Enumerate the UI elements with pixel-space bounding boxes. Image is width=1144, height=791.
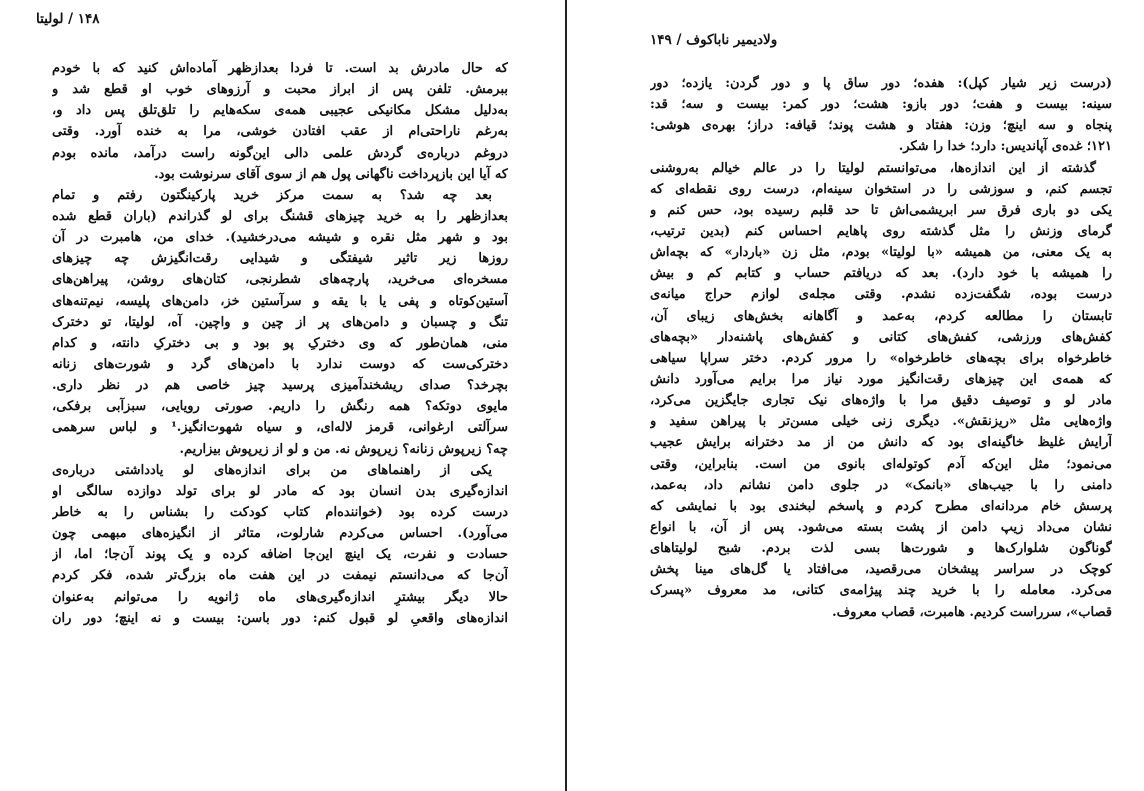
text-line: به یک معنی، من همیشه «با لولیتا» بودم، مثل زن «باردار» که بچه‌اش (650, 245, 1112, 261)
text-line: ببرمش. تلفن پس از ابراز محبت و آرزوهای خوب او قطع شد و (52, 82, 508, 98)
text-line: دروغم درباره‌ی گردش علمی دالی این‌گونه راست درآمد، مانده بودم (52, 145, 508, 161)
text-line: یکی دو باری فرق سر ابریشمی‌اش تا حد قلبم رسیده بود، حس کنم و (650, 202, 1112, 218)
text-line: که آیا این بازپرداخت ناگهانی پول هم از سوی آقای سرنوشت بود. (154, 166, 508, 182)
text-line: چه؟ زیرپوش زنانه؟ زیرپوش نه. من و لو از زیرپوش بیزاریم. (179, 441, 508, 457)
text-line: نشان می‌داد زیپ دامن از پشت بسته می‌شود. پس از آن، با انواع (650, 519, 1112, 535)
text-line: کفش‌های ورزشی، کفش‌های کتانی و کفش‌های پاشنه‌دار «بچه‌های (650, 329, 1112, 345)
text-line: قصاب»، سرراست کردیم. هامبرت، قصاب معروف. (832, 604, 1112, 620)
text-line: درست کرده بود (خواننده‌ام کتاب کودکت را بشناس را به خاطر (52, 504, 508, 520)
text-line: حسادت و نفرت، یک اینچ این‌جا اضافه کرده و یک پوند آن‌جا؛ اما، از (52, 547, 508, 563)
text-line: ۱۲۱؛ غده‌ی آپاندیس: دارد؛ خدا را شکر. (898, 139, 1112, 155)
text-line: به‌رغم ناراحتی‌ام از عقب افتادن خوشی، مرا به خنده آورد. وقتی (52, 124, 508, 140)
text-line: می‌کرد. معامله را با خرید چند پیژامه‌ی کتانی، مد معروف «پسرک (650, 583, 1112, 599)
text-line: دامنی را با جیب‌های «بانمک» در جلوی دامن نشانم داد، به‌عمد، (650, 477, 1112, 493)
text-line: خاطرخواه برای بچه‌های خاطرخواه» را مرور کردم. دختر سراپا سیاهی (650, 350, 1112, 366)
text-line: گوناگون شلوارک‌ها و شورت‌ها بسی لذت بردم. شبح لولیتاهای (650, 541, 1112, 557)
text-line: بچرخد؟ صدای ریشخندآمیزی پرسید چیز خاصی هم در نظر داری. (52, 378, 508, 394)
left-page-header: ۱۴۸ / لولیتا (36, 11, 100, 27)
text-line: منی، همان‌طور که وی دخترکِ پو بود و بی دخترکِ دانته، و کدام (52, 335, 508, 351)
right-page-text (650, 73, 1112, 623)
text-line: را همیشه با خود دارد). بعد که دریافتم حساب و کتابم کم و بیش (650, 266, 1112, 282)
left-page (0, 0, 566, 791)
text-line: سرآلتی ارغوانی، قرمز لاله‌ای، و سیاه شهوت‌انگیز.¹ و لباس سرهمی (52, 420, 508, 436)
book-spine-divider (565, 0, 567, 791)
text-line: آرایش غلیظ خاگینه‌ای بود که دانش من از مد دخترانه برایش عجیب (650, 435, 1112, 451)
text-line: یکی از راهنماهای من برای اندازه‌های لو یادداشتی درباره‌ی (52, 462, 492, 478)
text-line: مایوی دوتکه؟ همه رنگش را داریم. صورتی رویایی، سبزآبی برفکی، (52, 399, 508, 415)
text-line: که همه‌ی این چیزهای رقت‌انگیز مورد نیاز مرا برایم می‌آورد دانش (650, 371, 1112, 387)
text-line: آستین‌کوتاه و پفی یا با یقه و سرآستین خز، دامن‌های پلیسه، نیم‌تنه‌های (52, 293, 508, 309)
text-line: که حال مادرش بد است. تا فردا بعدازظهر آماده‌اش کنید که با خودم (52, 61, 508, 76)
text-line: گذشته از این اندازه‌ها، می‌توانستم لولیتا را در عالم خیالم به‌روشنی (650, 160, 1096, 176)
text-line: مسخره‌ای می‌خرید، پارچه‌های شطرنجی، کتان‌های روشن، پیراهن‌های (52, 272, 508, 288)
text-line: بعد چه شد؟ به سمت مرکز خرید پارکینگتون رفتم و تمام (52, 187, 492, 203)
text-line: سینه: بیست و هفت؛ دور بازو: هشت؛ دور کمر: بیست و سه؛ قد: (650, 97, 1112, 113)
text-line: اندازه‌های واقعیِ لو قبول کنم: دور باسن: بیست و نه اینچ؛ دور ران (52, 610, 508, 626)
text-line: تابستان را مطالعه کردم، به‌عمد و آگاهانه بخش‌های زیبای آن، (650, 308, 1112, 324)
text-line: درست بوده، شگفت‌زده نشدم. وقتی مجله‌ی لوازم حراج میانه‌ی (650, 287, 1112, 303)
text-line: (درست زیر شیار کپل): هفده؛ دور ساق پا و دور گردن: یازده؛ دور (650, 76, 1112, 91)
left-page-text (52, 58, 508, 629)
text-line: پرسش خام مردانه‌ای مطرح کردم و پاسخم لبخندی بود با نمایشی که (650, 498, 1112, 514)
text-line: گرمای وزنش را مثل گذشته روی پاهایم احساس کنم (بدین ترتیب، (650, 223, 1112, 239)
text-line: می‌آورد). احساس می‌کردم شارلوت، متاثر از انگیزه‌های مبهمی چون (52, 526, 508, 542)
text-line: واژه‌هایی مثل «ریزنقش». دیگری زنی خیلی مسن‌تر با پیراهن سفید و (650, 414, 1112, 430)
text-line: بعدازظهر را به خرید چیزهای قشنگ برای لو گذراندم (باران قطع شده (52, 208, 508, 224)
text-line: آن‌جا که می‌دانستم نیمفت در این هفت ماه بزرگ‌تر شده، فکر کردم (52, 568, 508, 584)
text-line: تجسم کنم، و سوزشی را در استخوان سینه‌ام، درست روی نقطه‌ای که (650, 181, 1112, 197)
text-line: روزها زیر تاثیر شیفتگی و شیدایی رقت‌انگیزش چه چیزهای (52, 251, 508, 267)
text-line: اندازه‌گیری بدن انسان بود که مادر لو برای تولد دوازده سالگی او (52, 483, 508, 499)
text-line: حالا دیگر بیشترِ اندازه‌گیری‌های ماه ژانویه را می‌توانم به‌عنوان (52, 589, 508, 605)
right-page (568, 0, 1144, 791)
text-line: تنگ و چسبان و دامن‌های پر از چین و واچین. آه، لولیتا، تو دخترک (52, 314, 508, 330)
text-line: دخترکی‌ست که دوست ندارد با دامن‌های گرد و شورت‌های زنانه (52, 356, 508, 372)
text-line: مادر لو و توصیف دقیق مرا با واژه‌های نیک تجاری جایگزین می‌کرد، (650, 393, 1112, 409)
text-line: پنجاه و سه اینچ؛ وزن: هفتاد و هشت پوند؛ قیافه: دراز؛ بهره‌ی هوشی: (650, 118, 1112, 134)
text-line: به‌دلیل مشکل مکانیکی عجیبی همه‌ی سکه‌هایم را تلق‌تلق پس داد و، (52, 103, 508, 119)
text-line: می‌نمود؛ مثل این‌که آدم کوتوله‌ای بانوی من است. بنابراین، وقتی (650, 456, 1112, 472)
text-line: بود و شهر مثل نقره و شیشه می‌درخشید). خدای من، هامبرت در آن (52, 230, 508, 246)
text-line: کوچک در سراسر پیشخان می‌رقصید، می‌افتاد یا گل‌های مینا پخش (650, 562, 1112, 578)
right-page-header: ولادیمیر ناباکوف / ۱۴۹ (650, 32, 778, 48)
